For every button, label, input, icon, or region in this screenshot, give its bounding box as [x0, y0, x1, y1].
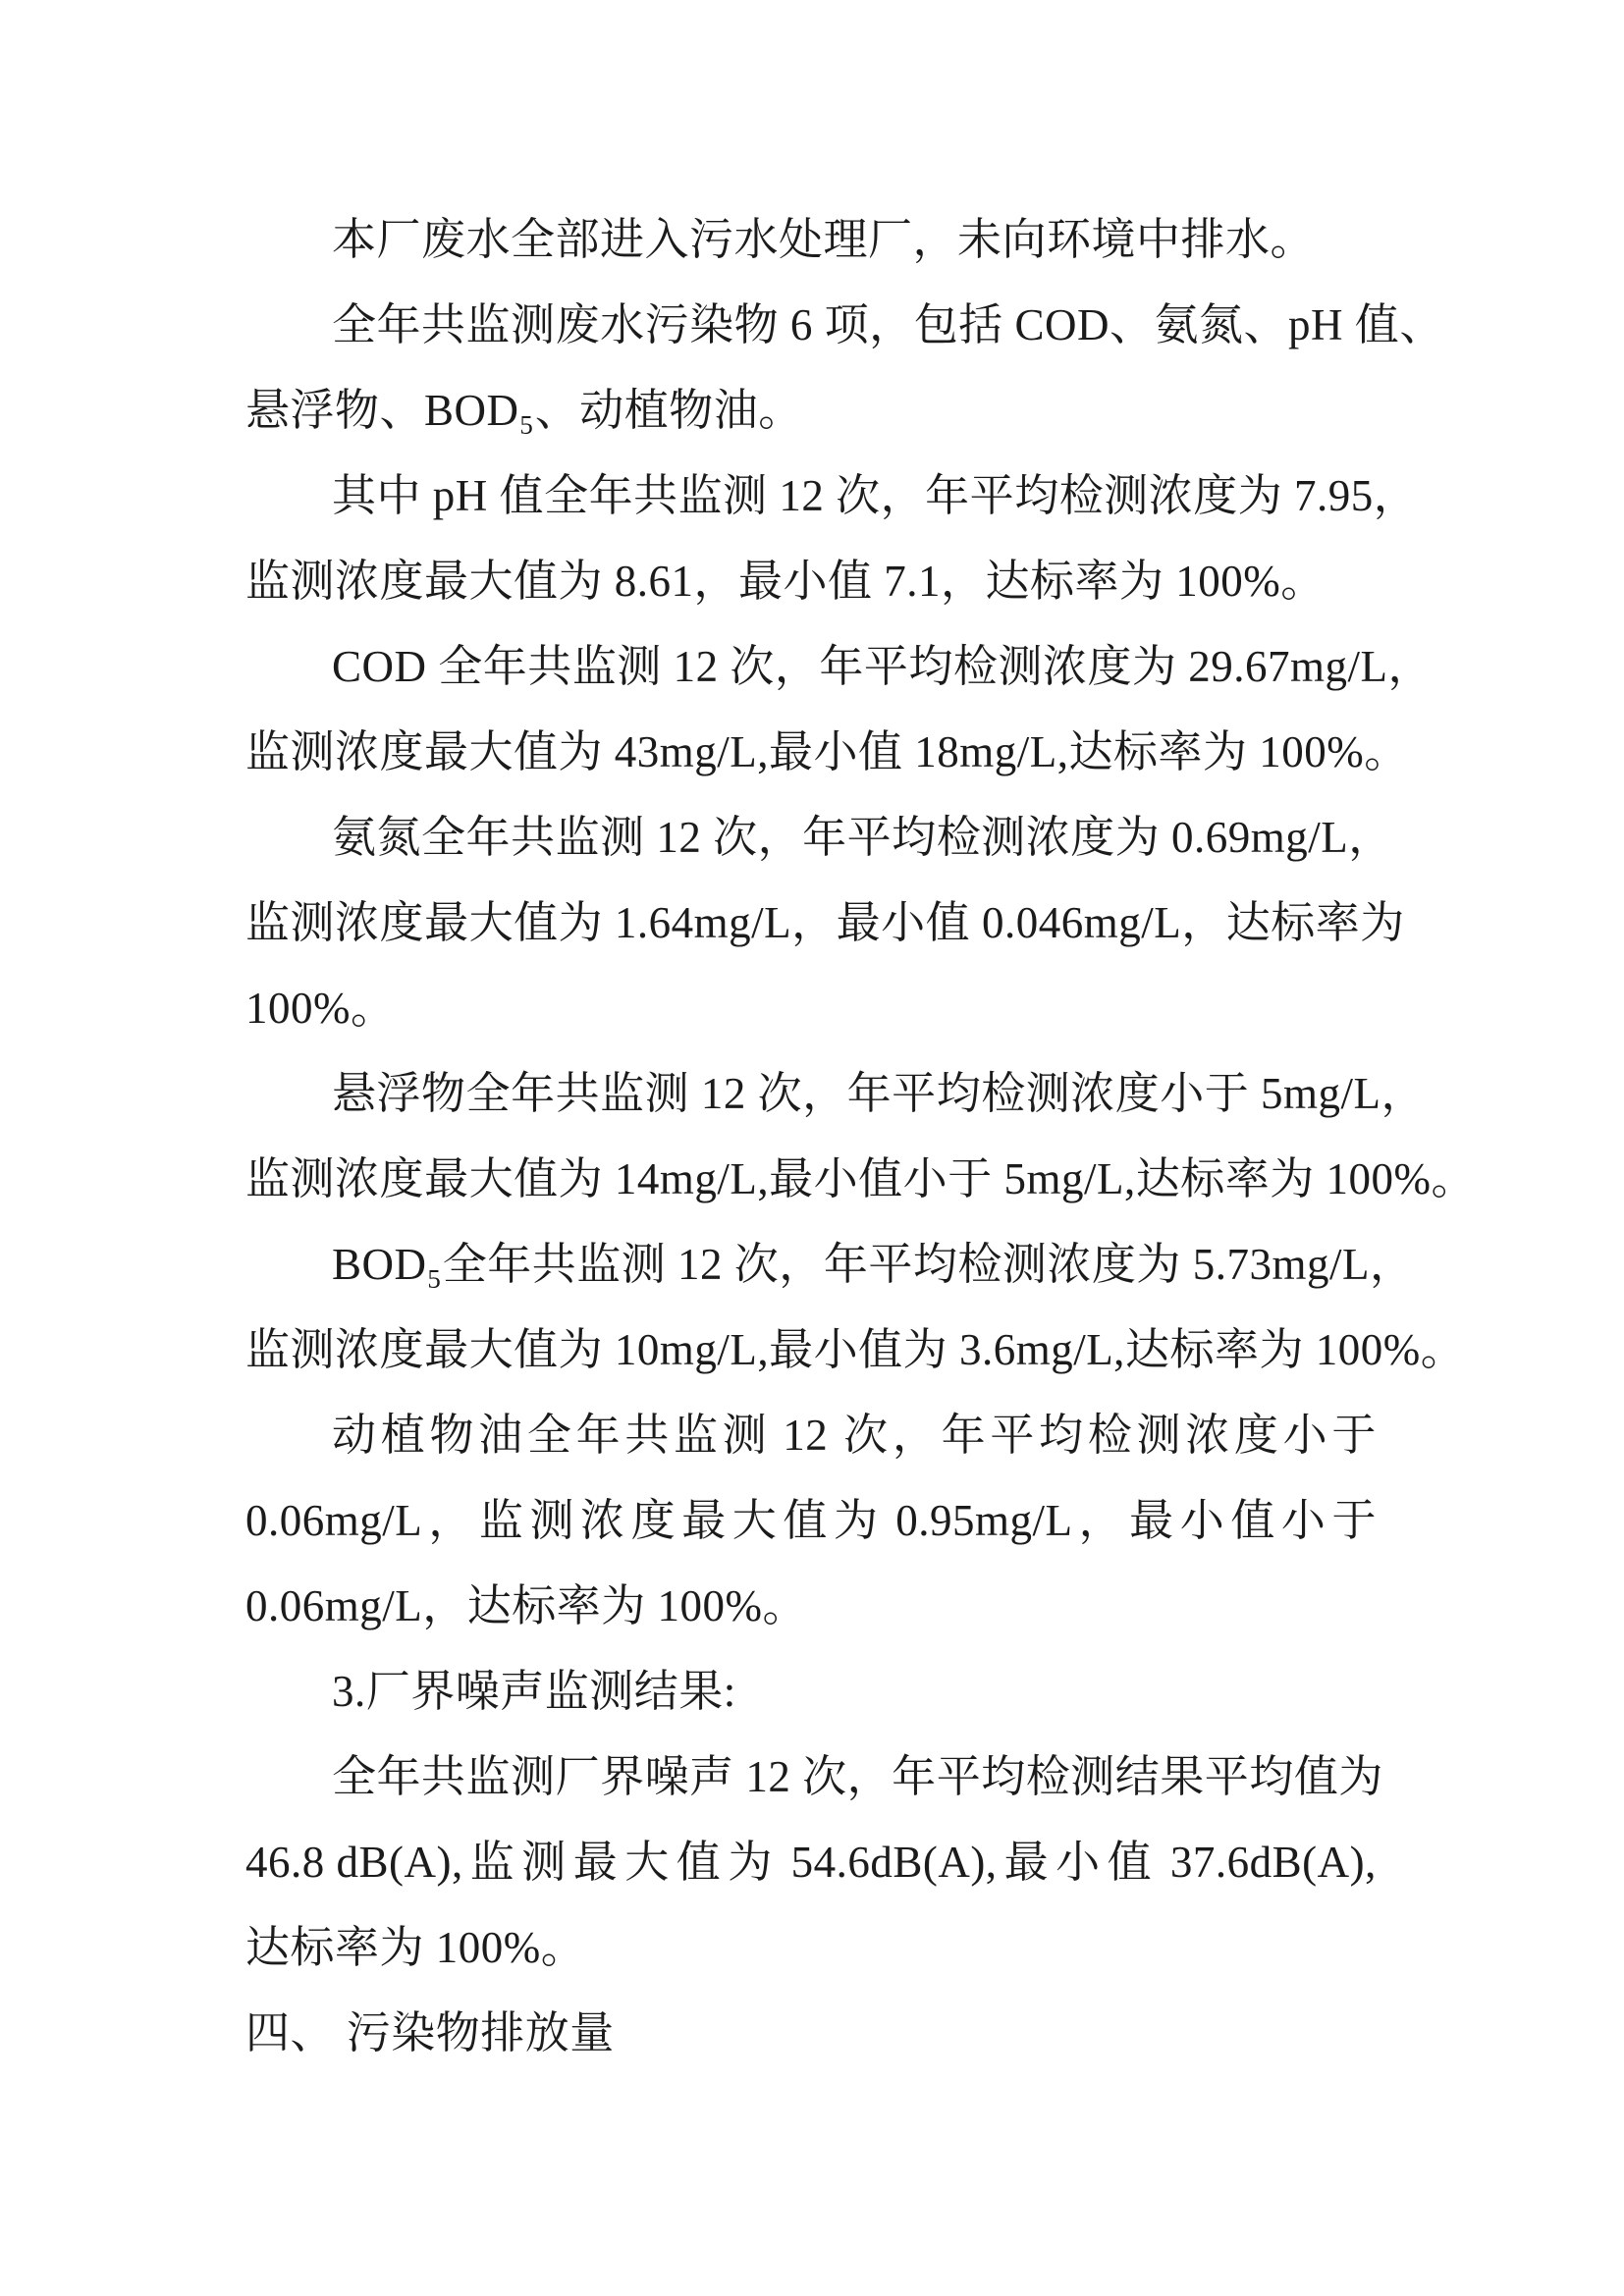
text-token: 测 [1136, 1411, 1181, 1460]
text-token: 为 [1338, 1752, 1383, 1801]
text-token: 次 [757, 1069, 803, 1118]
text-token: 测 [1025, 1069, 1071, 1118]
text-token: 浓 [335, 898, 380, 947]
text-token: 次 [730, 642, 775, 691]
text-token: 为 [1270, 1154, 1315, 1203]
text-token: 浓 [580, 1496, 625, 1545]
text-token: COD [1002, 300, 1110, 349]
text-token: 标 [1271, 898, 1316, 947]
text-token: 46.8 dB(A), [245, 1838, 463, 1887]
text-token: 检 [957, 1240, 1002, 1289]
text-line [245, 1820, 1377, 1905]
text-token: ， [880, 471, 926, 520]
text-token: 12 [666, 1240, 734, 1289]
text-token: 测 [621, 1240, 667, 1289]
text-token: 污 [644, 300, 690, 349]
text-token: 12 [767, 471, 837, 520]
text-token: 浓 [335, 1154, 380, 1203]
text-line [245, 795, 1393, 881]
text-line [245, 283, 1444, 368]
text-token: 均 [1249, 1752, 1294, 1801]
text-token: 大 [731, 1496, 778, 1545]
text-token: 均 [981, 1752, 1026, 1801]
text-token: 值 [1107, 1838, 1153, 1887]
text-token: 年 [802, 813, 847, 862]
text-token: 年 [465, 813, 512, 862]
text-token: 检 [1087, 1411, 1133, 1460]
text-token: 平 [863, 642, 909, 691]
text-token: 值 [858, 1325, 903, 1374]
text-token: ， [1369, 1240, 1415, 1289]
text-token: 废 [555, 300, 601, 349]
text-token: ， [1380, 1069, 1427, 1118]
text-token: 最 [769, 1154, 814, 1203]
text-token: BOD₅ [332, 1240, 443, 1289]
text-line [245, 1478, 1377, 1564]
text-token: 测 [998, 642, 1043, 691]
text-token: 年 [925, 471, 970, 520]
text-token: 年 [487, 1240, 532, 1289]
text-token: 监 [469, 1838, 515, 1887]
text-token: 检 [981, 1069, 1026, 1118]
text-token: 值 [1230, 1496, 1275, 1545]
text-token: 浓 [1025, 813, 1071, 862]
text-token: 为 [558, 1325, 604, 1374]
text-token: 。 [1420, 1325, 1466, 1374]
text-token: 浓 [335, 1325, 380, 1374]
text-token: 次 [713, 813, 758, 862]
text-token: 大 [468, 1154, 514, 1203]
text-token: ， [774, 642, 820, 691]
text-token: 度 [1114, 1069, 1161, 1118]
text-token: 最 [681, 1496, 727, 1545]
text-token: 共 [511, 813, 556, 862]
text-token: 值 [783, 1496, 828, 1545]
text-token: 值 [514, 898, 559, 947]
text-token: 浓 [1185, 1411, 1230, 1460]
text-token: 监 [571, 642, 618, 691]
text-token: 小 [1056, 1838, 1101, 1887]
text-token: 共 [633, 471, 678, 520]
text-token: 浮 [376, 1069, 422, 1118]
text-token: 度 [1233, 1411, 1279, 1460]
text-token: 氨 [332, 813, 377, 862]
text-token: 监 [465, 300, 512, 349]
text-token: 最 [1003, 1838, 1050, 1887]
text-token: 染 [689, 300, 734, 349]
text-token: 小 [881, 898, 926, 947]
text-token: 值 [499, 471, 545, 520]
text-token: 最 [424, 1154, 469, 1203]
text-token: 油 [478, 1411, 523, 1460]
text-line: 100%。 [245, 984, 396, 1033]
text-token: 均 [912, 1240, 958, 1289]
text-token: 度 [379, 898, 425, 947]
text-token: 测 [1104, 471, 1149, 520]
text-token: 率 [1315, 898, 1361, 947]
text-token: 监 [245, 1154, 291, 1203]
text-token: 。 [1431, 1154, 1477, 1203]
text-token: 包 [913, 300, 959, 349]
text-token: 测 [521, 1838, 567, 1887]
text-token: 大 [624, 1838, 670, 1887]
text-token: 年 [376, 1752, 422, 1801]
text-token: ， [1348, 813, 1393, 862]
text-line: 本厂废水全部进入污水处理厂，未向环境中排水。 [332, 215, 1316, 264]
text-token: ， [1373, 471, 1419, 520]
text-token: 监 [576, 1240, 622, 1289]
text-token: ， [869, 300, 914, 349]
text-line: 悬浮物、BOD₅、动植物油。 [245, 386, 803, 435]
text-token: 最 [836, 898, 882, 947]
text-token: 标 [1169, 1325, 1215, 1374]
text-token: 值 [1293, 1752, 1339, 1801]
text-token: 次 [733, 1240, 780, 1289]
text-token: 氨 [1154, 300, 1200, 349]
text-line: 四、 污染物排放量 [245, 2008, 615, 2057]
text-token: 声 [689, 1752, 734, 1801]
text-token: ， [1181, 898, 1226, 947]
text-token: 物 [429, 1411, 474, 1460]
text-token: 浓 [1148, 471, 1194, 520]
text-token: 检 [936, 813, 982, 862]
text-token: 共 [624, 1411, 670, 1460]
text-token: 达 [1225, 898, 1272, 947]
text-token: 度 [1091, 1240, 1137, 1289]
text-token: 为 [1259, 1325, 1304, 1374]
text-token: 率 [1214, 1325, 1260, 1374]
text-token: 共 [421, 1752, 466, 1801]
text-token: 大 [468, 898, 514, 947]
text-token: 10mg/L, [603, 1325, 770, 1374]
text-token: 小 [813, 1325, 859, 1374]
text-token: 监 [674, 1411, 719, 1460]
text-token: 最 [424, 898, 469, 947]
text-line [245, 1051, 1427, 1137]
text-token: 最 [769, 1325, 814, 1374]
text-token: 54.6dB(A), [779, 1838, 998, 1887]
text-token: 为 [1360, 898, 1405, 947]
text-token: 测 [290, 1325, 336, 1374]
text-token: 为 [558, 898, 604, 947]
text-token: 测 [290, 1154, 336, 1203]
text-line [245, 881, 1405, 966]
text-token: 动 [332, 1411, 377, 1460]
text-token: pH [421, 471, 500, 520]
text-line [245, 1222, 1415, 1308]
text-line [245, 1393, 1377, 1478]
text-token: 监 [478, 1496, 524, 1545]
text-token: 平 [990, 1411, 1035, 1460]
text-token: 值 [514, 1154, 559, 1203]
text-token: 37.6dB(A), [1159, 1838, 1377, 1887]
text-token: 14mg/L, [603, 1154, 770, 1203]
text-token: ， [791, 898, 837, 947]
text-token: 检 [952, 642, 999, 691]
text-token: 共 [555, 1069, 601, 1118]
text-token: 小 [1160, 1069, 1205, 1118]
text-token: 测 [511, 300, 556, 349]
text-token: 为 [1237, 471, 1283, 520]
text-token: 项 [824, 300, 870, 349]
text-token: 全 [421, 813, 466, 862]
text-token: 检 [1025, 1752, 1071, 1801]
text-token: 12 [644, 813, 714, 862]
text-token: 均 [892, 813, 937, 862]
text-line: 0.06mg/L，达标率为 100%。 [245, 1581, 807, 1630]
text-token: 值 [1354, 300, 1400, 349]
text-token: 物 [421, 1069, 466, 1118]
text-token: 测 [722, 1411, 768, 1460]
text-line [245, 1137, 1477, 1222]
text-token: 平 [936, 1752, 982, 1801]
text-token: 氮 [1199, 300, 1244, 349]
text-token: 监 [245, 898, 291, 947]
text-token: 5mg/L, [992, 1154, 1136, 1203]
text-token: 于 [947, 1154, 993, 1203]
text-line: 3.厂界噪声监测结果: [332, 1667, 736, 1716]
text-token: 全 [332, 1752, 377, 1801]
text-token: 值 [514, 1325, 559, 1374]
text-token: 0.06mg/L [245, 1496, 423, 1545]
text-token: 年 [823, 1240, 869, 1289]
text-token: ， [779, 1240, 824, 1289]
text-token: 12 [661, 642, 731, 691]
text-token: 测 [723, 471, 768, 520]
text-token: 3.6mg/L, [947, 1325, 1125, 1374]
text-token: 12 [771, 1411, 839, 1460]
text-token: 12 [733, 1752, 803, 1801]
text-token: 度 [630, 1496, 677, 1545]
text-token: 悬 [332, 1069, 377, 1118]
text-token: 值 [925, 898, 971, 947]
text-token: 测 [511, 1752, 556, 1801]
text-token: 小 [1282, 1411, 1328, 1460]
text-line: 监测浓度最大值为 43mg/L,最小值 18mg/L,达标率为 100%。 [245, 727, 1409, 776]
text-token: 监 [555, 813, 601, 862]
text-token: 达 [1135, 1154, 1181, 1203]
text-token: 全 [526, 1411, 572, 1460]
text-token: 物 [733, 300, 780, 349]
text-token: 均 [908, 642, 953, 691]
text-token: 大 [468, 1325, 514, 1374]
text-token: 厂 [555, 1752, 601, 1801]
text-token: 其 [332, 471, 377, 520]
text-token: 全 [544, 471, 589, 520]
text-token: 水 [600, 300, 645, 349]
text-line [245, 1735, 1383, 1820]
text-token: 0.95mg/L [884, 1496, 1073, 1545]
text-line [245, 454, 1419, 539]
text-token: ， [1387, 642, 1434, 691]
text-token: 均 [936, 1069, 982, 1118]
text-token: 小 [813, 1154, 859, 1203]
text-token: 浓 [1070, 1069, 1115, 1118]
text-token: 100% [1304, 1325, 1421, 1374]
text-token: 、 [1399, 300, 1444, 349]
text-token: 7.95 [1282, 471, 1374, 520]
text-token: 全 [438, 642, 483, 691]
text-token: 小 [1179, 1496, 1225, 1545]
text-token: 最 [572, 1838, 619, 1887]
text-token: ， [846, 1752, 893, 1801]
text-token: 共 [421, 300, 466, 349]
text-line: 监测浓度最大值为 8.61，最小值 7.1，达标率为 100%。 [245, 557, 1326, 606]
text-token: 年 [482, 642, 528, 691]
text-token: 次 [836, 471, 881, 520]
text-token: 为 [833, 1496, 879, 1545]
text-token: 度 [1087, 642, 1132, 691]
text-token: 最 [424, 1325, 469, 1374]
text-token: 6 [779, 300, 825, 349]
text-token: 平 [969, 471, 1015, 520]
text-token: 果 [1160, 1752, 1205, 1801]
text-token: 0.046mg/L [970, 898, 1182, 947]
text-token: 于 [1204, 1069, 1250, 1118]
text-token: 测 [617, 642, 662, 691]
text-token: 为 [902, 1325, 948, 1374]
text-token: 年 [819, 642, 864, 691]
text-token: 为 [1114, 813, 1161, 862]
text-token: 均 [1039, 1411, 1084, 1460]
text-token: 年 [941, 1411, 987, 1460]
text-token: 于 [1331, 1496, 1377, 1545]
text-token: 平 [1204, 1752, 1250, 1801]
text-token: 、 [1109, 300, 1155, 349]
text-token: 次 [843, 1411, 889, 1460]
text-token: 共 [531, 1240, 577, 1289]
text-token: 标 [1180, 1154, 1225, 1203]
text-token: 括 [958, 300, 1003, 349]
text-token: 最 [1129, 1496, 1174, 1545]
text-token: 测 [529, 1496, 574, 1545]
text-token: 均 [1014, 471, 1059, 520]
text-token: ， [757, 813, 803, 862]
text-token: 测 [644, 1069, 690, 1118]
text-token: 全 [332, 300, 377, 349]
text-token: 检 [1058, 471, 1105, 520]
text-token: 度 [1193, 471, 1238, 520]
text-token: 、 [1243, 300, 1289, 349]
text-token: 为 [558, 1154, 604, 1203]
text-token: ， [428, 1496, 473, 1545]
text-token: 29.67mg/L [1176, 642, 1388, 691]
text-token: 年 [846, 1069, 893, 1118]
text-token: 监 [245, 1325, 291, 1374]
text-token: 年 [892, 1752, 937, 1801]
text-token: 监 [465, 1752, 512, 1801]
text-line: 达标率为 100%。 [245, 1923, 586, 1972]
text-token: 氮 [376, 813, 422, 862]
text-token: 测 [1070, 1752, 1115, 1801]
text-token: 中 [376, 471, 422, 520]
text-token: 测 [290, 898, 336, 947]
text-token: 为 [1136, 1240, 1181, 1289]
text-token: 1.64mg/L [603, 898, 792, 947]
text-token: 次 [802, 1752, 847, 1801]
text-token: 为 [1131, 642, 1177, 691]
text-token: 测 [600, 813, 645, 862]
text-token: pH [1288, 300, 1355, 349]
text-token: 平 [846, 813, 893, 862]
text-token: 测 [1001, 1240, 1048, 1289]
text-token: 测 [981, 813, 1026, 862]
text-token: 平 [892, 1069, 937, 1118]
text-token: ， [802, 1069, 847, 1118]
text-token: 度 [379, 1325, 425, 1374]
text-token: 于 [1331, 1411, 1377, 1460]
text-token: 度 [379, 1154, 425, 1203]
text-token: 监 [600, 1069, 645, 1118]
text-token: 浓 [1042, 642, 1088, 691]
text-token: 年 [588, 471, 634, 520]
text-token: 值 [676, 1838, 722, 1887]
text-token: 5mg/L [1249, 1069, 1381, 1118]
text-token: 全 [465, 1069, 512, 1118]
text-block [245, 197, 1477, 2076]
text-line [245, 624, 1434, 710]
text-token: 平 [868, 1240, 913, 1289]
text-token: 小 [902, 1154, 948, 1203]
text-token: 浓 [1047, 1240, 1092, 1289]
text-token: ， [1078, 1496, 1124, 1545]
text-token: 年 [376, 300, 422, 349]
text-token: 共 [527, 642, 572, 691]
text-token: 达 [1124, 1325, 1170, 1374]
text-token: 率 [1224, 1154, 1271, 1203]
text-token: 全 [442, 1240, 488, 1289]
text-token: 0.69mg/L [1160, 813, 1349, 862]
text-token: 度 [1070, 813, 1115, 862]
text-token: 年 [511, 1069, 556, 1118]
text-token: 监 [677, 471, 724, 520]
text-token: 界 [600, 1752, 645, 1801]
text-token: 结 [1114, 1752, 1161, 1801]
text-token: 为 [728, 1838, 773, 1887]
text-token: 植 [380, 1411, 426, 1460]
text-token: 12 [689, 1069, 758, 1118]
text-token: 小 [1280, 1496, 1326, 1545]
text-token: 值 [858, 1154, 903, 1203]
text-token: 5.73mg/L [1180, 1240, 1370, 1289]
text-token: ， [892, 1411, 938, 1460]
text-line [245, 1308, 1466, 1393]
text-token: 100% [1314, 1154, 1432, 1203]
text-token: 年 [575, 1411, 622, 1460]
text-token: 噪 [644, 1752, 690, 1801]
text-token: COD [332, 642, 439, 691]
